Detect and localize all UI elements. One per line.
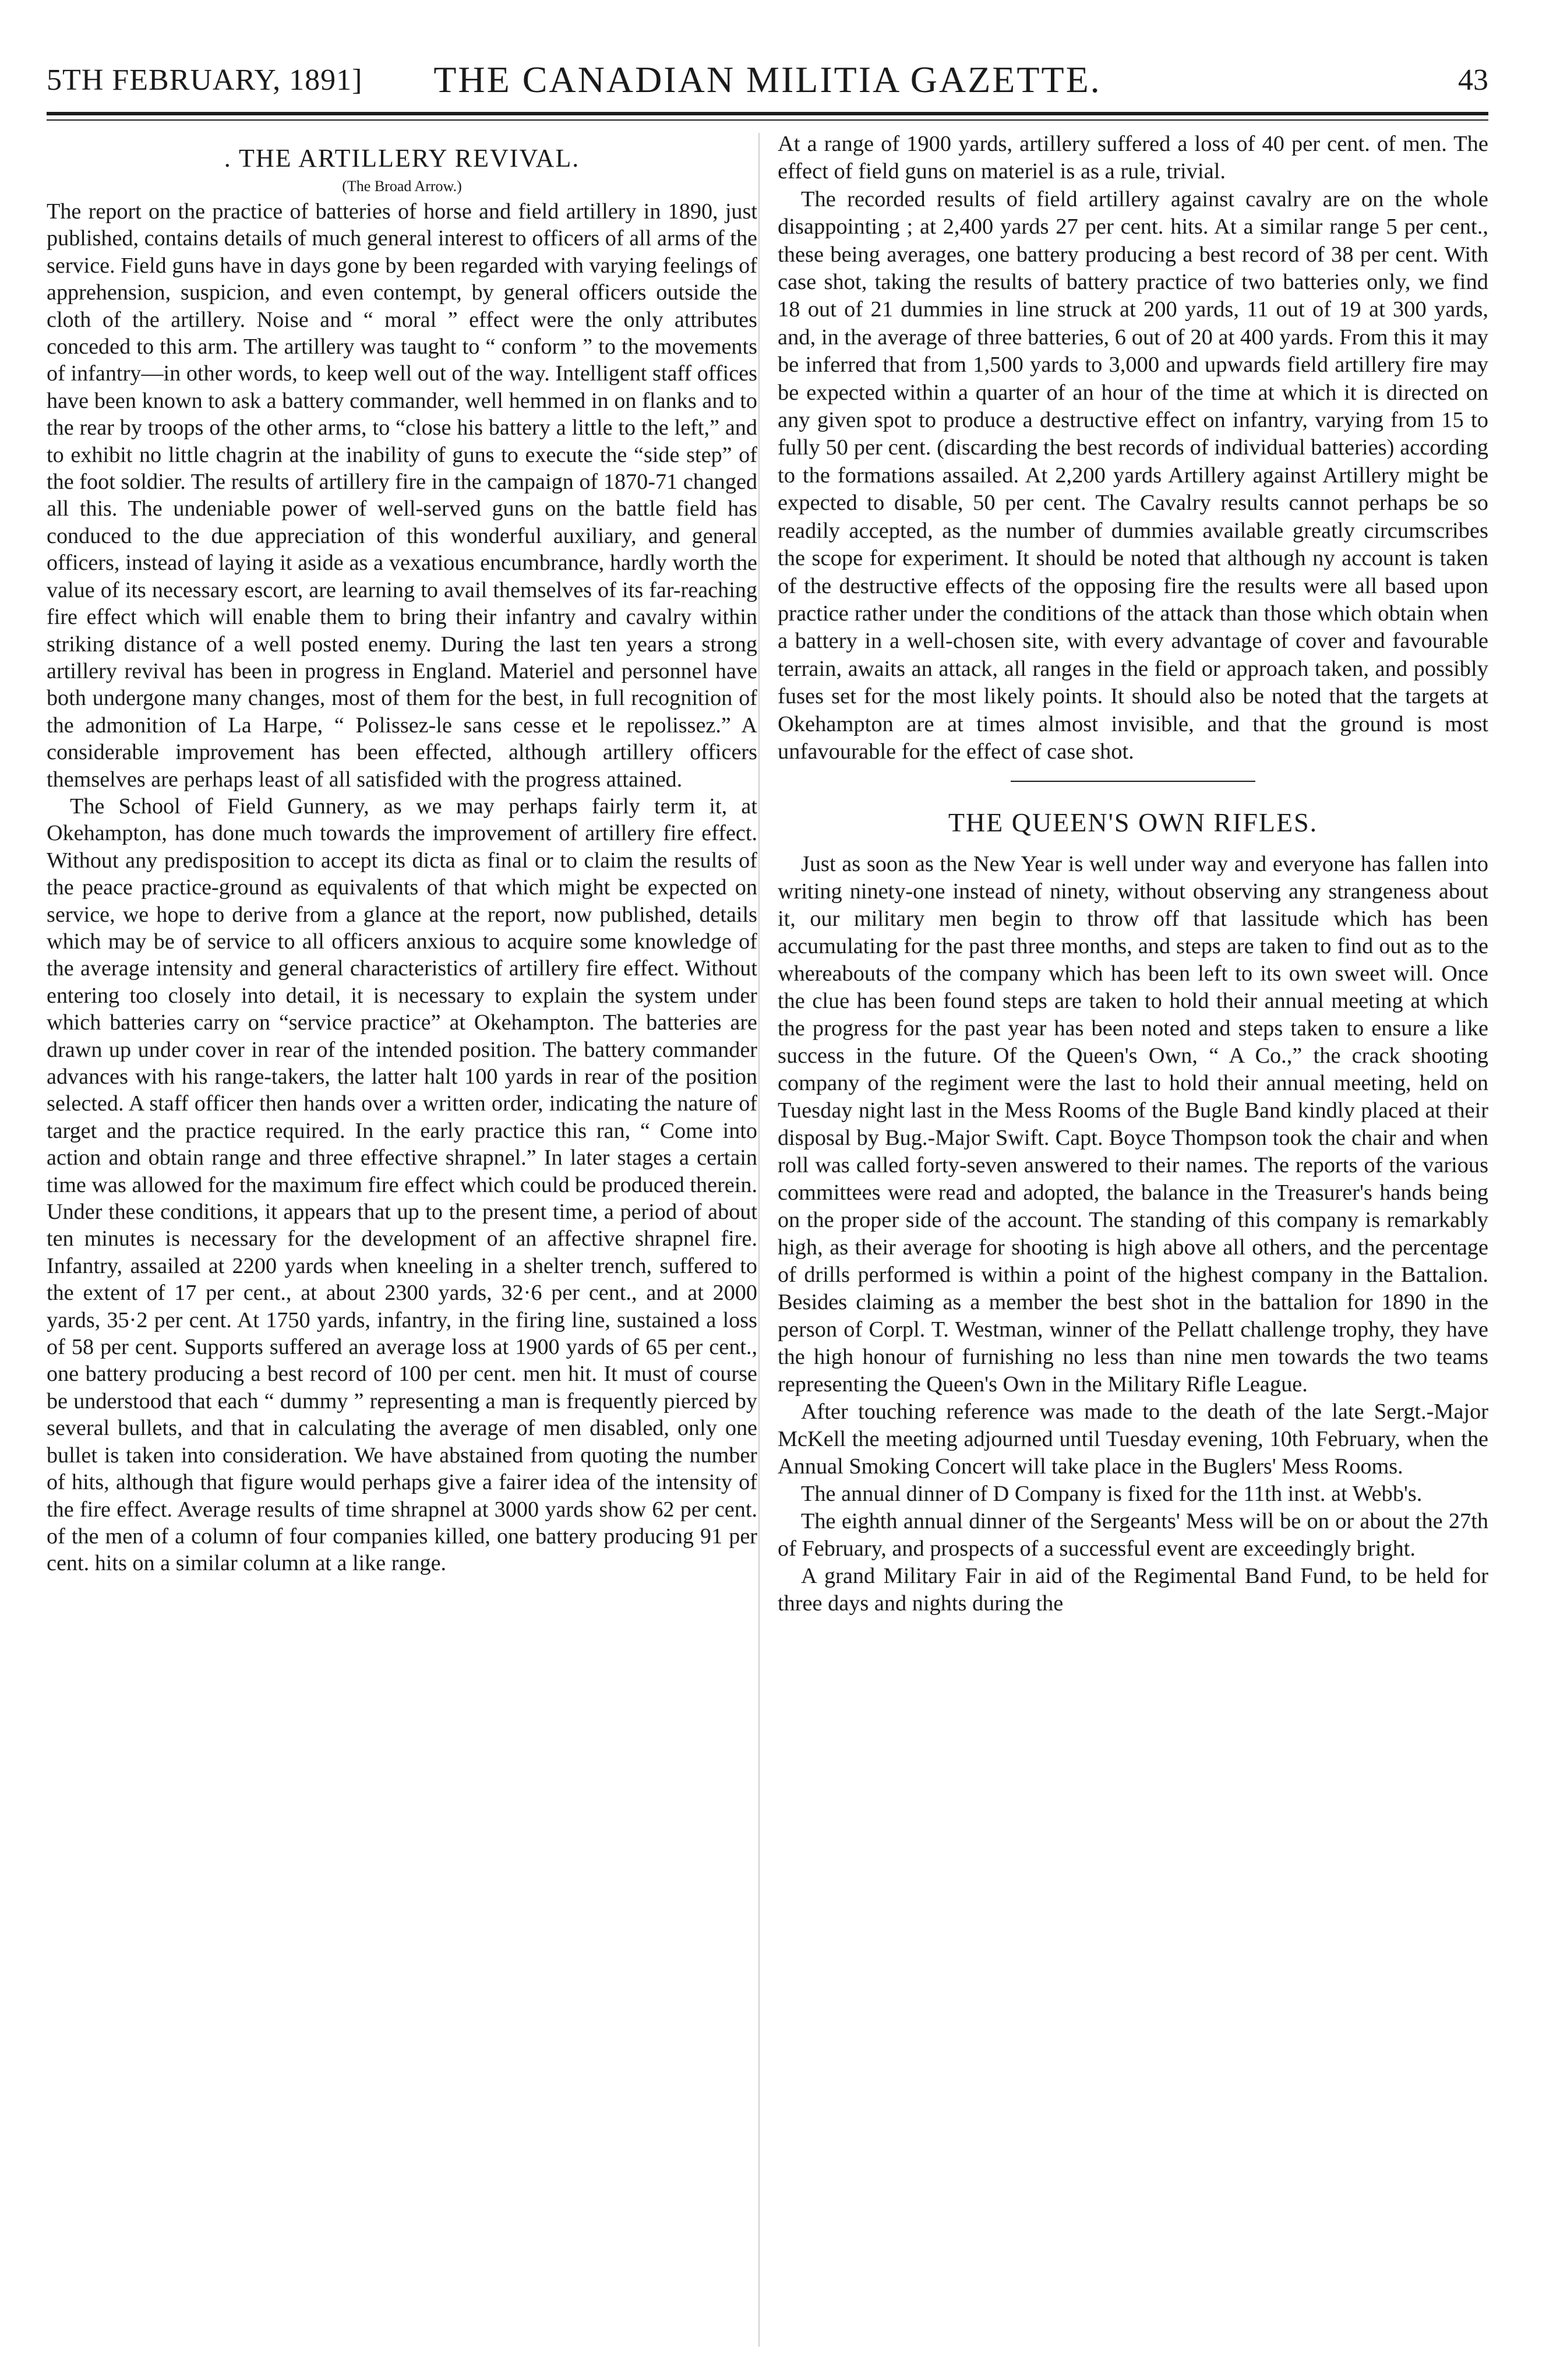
- masthead: [47, 58, 1488, 105]
- publication-title: THE CANADIAN MILITIA GAZETTE.: [433, 59, 1102, 100]
- article-paragraph: Just as soon as the New Year is well under way and everyone has fallen into writing ninety-one instead of ninety, without observing any strangeness about it, our military men begin to throw off that lassitude which has been accumulating for the past three months, and steps are taken to find out as to the whereabouts of the company which has been left to its own sweet will. Once the clue has been found steps are taken to hold their annual meeting at which the progress for the past year has been noted and steps taken to ensure a like success in the future. Of the Queen's Own, “ A Co.,” the crack shooting company of the regiment were the last to hold their annual meeting, held on Tuesday night last in the Mess Rooms of the Bugle Band kindly placed at their disposal by Bug.-Major Swift. Capt. Boyce Thompson took the chair and when roll was called forty-seven answered to their names. The reports of the various committees were read and adopted, the balance in the Treasurer's hands being on the proper side of the account. The standing of this company is remarkably high, as their average for shooting is high above all others, and the percentage of drills performed is within a point of the highest company in the Battalion. Besides claiming as a member the best shot in the battalion for 1890 in the person of Corpl. T. Westman, winner of the Pellatt challenge trophy, they have the high honour of furnishing no less than nine men towards the two teams representing the Queen's Own in the Military Rifle League.: [778, 852, 1488, 1397]
- article-paragraph: The annual dinner of D Company is fixed for the 11th inst. at Webb's.: [801, 1482, 1423, 1507]
- article-title-artillery-revival: . THE ARTILLERY REVIVAL.: [224, 144, 580, 172]
- article-paragraph: The eighth annual dinner of the Sergeants' Mess will be on or about the 27th of February, and prospects of a successful event are exceedingly bright.: [778, 1509, 1488, 1561]
- right-column: [778, 131, 1488, 1617]
- article-source: (The Broad Arrow.): [342, 178, 462, 195]
- article-separator: [1011, 781, 1255, 782]
- article-paragraph: The School of Field Gunnery, as we may perhaps fairly term it, at Okehampton, has done much towards the improvement of artillery fire effect. Without any predisposition to accept its dicta as final or to claim the results of the peace practice-ground as equivalents of that which might be expected on service, we hope to derive from a glance at the report, now published, details which may be of service to all officers anxious to acquire some knowledge of the average intensity and general characteristics of artillery fire effect. Without entering too closely into detail, it is necessary to explain the system under which batteries carry on “service practice” at Okehampton. The batteries are drawn up under cover in rear of the intended position. The battery commander advances with his range-takers, the latter halt 100 yards in rear of the position selected. A staff officer then hands over a written order, indicating the nature of target and the practice required. In the early practice this ran, “ Come into action and obtain range and three effective shrapnel.” In later stages a certain time was allowed for the maximum fire effect which could be produced therein. Under these conditions, it appears that up to the present time, a period of about ten minutes is necessary for the development of an affective shrapnel fire. Infantry, assailed at 2200 yards when kneeling in a shelter trench, suffered to the extent of 17 per cent., at about 2300 yards, 32·6 per cent., and at 2000 yards, 35·2 per cent. At 1750 yards, infantry, in the firing line, sustained a loss of 58 per cent. Supports suffered an average loss at 1900 yards of 65 per cent., one battery producing a best record of 100 per cent. men hit. It must of course be understood that each “ dummy ” representing a man is frequently pierced by several bullets, and that in calculating the average of men disabled, only one bullet is taken into consideration. We have abstained from quoting the number of hits, although that figure would perhaps give a fairer idea of the intensity of the fire effect. Average results of time shrapnel at 3000 yards show 62 per cent. of the men of a column of four companies killed, one battery producing 91 per cent. hits on a similar column at a like range.: [47, 794, 757, 1576]
- masthead-rule-thick: [47, 112, 1488, 115]
- article-paragraph: The report on the practice of batteries of horse and field artillery in 1890, just published, contains details of much general interest to officers of all arms of the service. Field guns have in days gone by been regarded with varying feelings of apprehension, suspicion, and even contempt, by general officers outside the cloth of the artillery. Noise and “ moral ” effect were the only attributes conceded to this arm. The artillery was taught to “ conform ” to the movements of infantry—in other words, to keep well out of the way. Intelligent staff offices have been known to ask a battery commander, well hemmed in on flanks and to the rear by troops of the other arms, to “close his battery a little to the left,” and to exhibit no little chagrin at the inability of guns to execute the “side step” of the foot soldier. The results of artillery fire in the campaign of 1870-71 changed all this. The undeniable power of well-served guns on the battle field has conduced to the due appreciation of this wonderful auxiliary, and general officers, instead of laying it aside as a vexatious encumbrance, hardly worth the value of its necessary escort, are learning to avail themselves of its far-reaching fire effect which will enable them to bring their infantry and cavalry within striking distance of a well posted enemy. During the last ten years a strong artillery revival has been in progress in England. Materiel and personnel have both undergone many changes, most of them for the best, in full recognition of the admonition of La Harpe, “ Polissez-le sans cesse et le repolissez.” A considerable improvement has been effected, although artillery officers themselves are perhaps least of all satisfided with the progress attained.: [47, 199, 757, 792]
- artillery-continuation: [778, 131, 1488, 766]
- article-paragraph: After touching reference was made to the death of the late Sergt.-Major McKell the meeting adjourned until Tuesday evening, 10th February, when the Annual Smoking Concert will take place in the Buglers' Mess Rooms.: [778, 1399, 1488, 1479]
- article-paragraph: At a range of 1900 yards, artillery suffered a loss of 40 per cent. of men. The effect of field guns on materiel is as a rule, trivial.: [778, 132, 1488, 184]
- article-title-queens-own-rifles: THE QUEEN'S OWN RIFLES.: [948, 808, 1318, 838]
- page-number: 43: [1458, 64, 1488, 97]
- masthead-rule-thin: [47, 119, 1488, 121]
- left-column: [47, 133, 757, 1577]
- issue-date: 5TH FEBRUARY, 1891]: [47, 64, 363, 97]
- article-paragraph: A grand Military Fair in aid of the Regimental Band Fund, to be held for three days and nights during the: [778, 1564, 1488, 1616]
- article-paragraph: The recorded results of field artillery against cavalry are on the whole disappointing ; at 2,400 yards 27 per cent. hits. At a similar range 5 per cent., these being averages, one battery producing a best record of 38 per cent. With case shot, taking the results of battery practice of two batteries only, we find 18 out of 21 dummies in line struck at 200 yards, 11 out of 19 at 300 yards, and, in the average of three batteries, 6 out of 20 at 400 yards. From this it may be inferred that from 1,500 yards to 3,000 and upwards field artillery fire may be expected within a quarter of an hour of the time at which it is directed on any given spot to produce a destructive effect on infantry, varying from 15 to fully 50 per cent. (discarding the best records of individual batteries) according to the formations assailed. At 2,200 yards Artillery against Artillery might be expected to disable, 50 per cent. The Cavalry results cannot perhaps be so readily accepted, as the number of dummies available greatly circumscribes the scope for experiment. It should be noted that although ny account is taken of the destructive effects of the opposing fire the results were all based upon practice rather under the conditions of the attack than those which obtain when a battery in a well-chosen site, with every advantage of cover and favourable terrain, awaits an attack, all ranges in the field or approach taken, and possibly fuses set for the most likely points. It should also be noted that the targets at Okehampton are at times almost invisible, and that the ground is most unfavourable for the effect of case shot.: [778, 186, 1488, 764]
- column-divider: [758, 133, 760, 2347]
- queens-own-body: [778, 851, 1488, 1617]
